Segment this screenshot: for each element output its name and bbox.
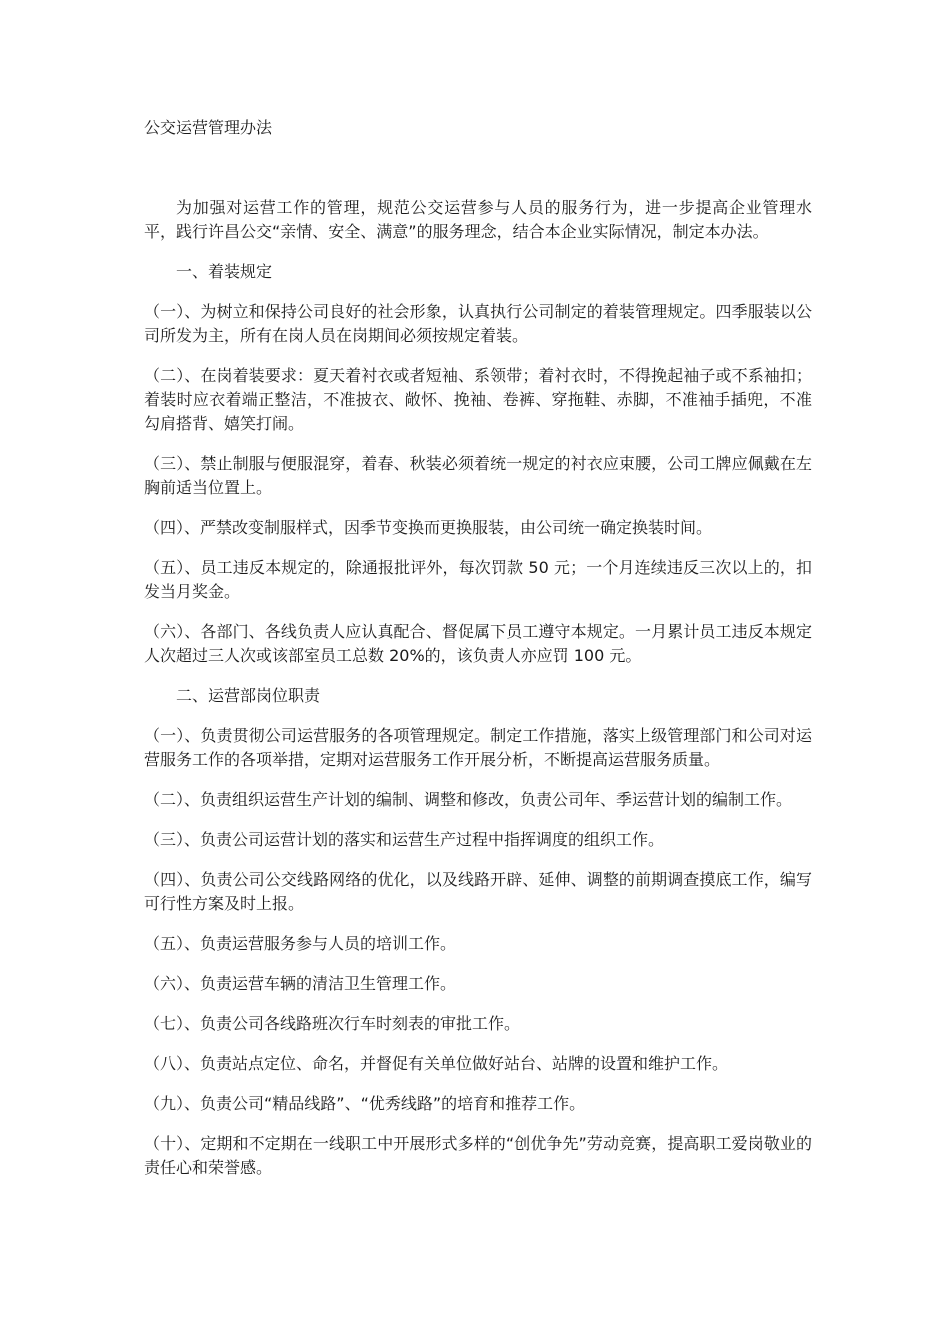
section-heading-dress-code: 一、着装规定 — [176, 262, 273, 281]
dress-code-item-1: （一）、为树立和保持公司良好的社会形象，认真执行公司制定的着装管理规定。四季服装以公司所发为主，所有在岗人员在岗期间必须按规定着装。 — [144, 302, 812, 345]
duty-item-1: （一）、负责贯彻公司运营服务的各项管理规定。制定工作措施，落实上级管理部门和公司对运营服务工作的各项举措，定期对运营服务工作开展分析，不断提高运营服务质量。 — [144, 726, 812, 769]
duty-item-9: （九）、负责公司“精品线路”、“优秀线路”的培育和推荐工作。 — [144, 1094, 586, 1113]
duty-item-8: （八）、负责站点定位、命名，并督促有关单位做好站台、站牌的设置和维护工作。 — [144, 1054, 729, 1073]
duty-item-3: （三）、负责公司运营计划的落实和运营生产过程中指挥调度的组织工作。 — [144, 830, 665, 849]
duty-item-5: （五）、负责运营服务参与人员的培训工作。 — [144, 934, 457, 953]
dress-code-item-3: （三）、禁止制服与便服混穿，着春、秋装必须着统一规定的衬衣应束腰，公司工牌应佩戴在左胸前适当位置上。 — [144, 454, 812, 497]
duty-item-7: （七）、负责公司各线路班次行车时刻表的审批工作。 — [144, 1014, 521, 1033]
document-title: 公交运营管理办法 — [144, 118, 273, 137]
duty-item-6: （六）、负责运营车辆的清洁卫生管理工作。 — [144, 974, 457, 993]
intro-paragraph: 为加强对运营工作的管理，规范公交运营参与人员的服务行为，进一步提高企业管理水平，践行许昌公交“亲情、安全、满意”的服务理念，结合本企业实际情况，制定本办法。 — [144, 198, 812, 241]
duty-item-4: （四）、负责公司公交线路网络的优化，以及线路开辟、延伸、调整的前期调查摸底工作，编写可行性方案及时上报。 — [144, 870, 812, 913]
document-body — [144, 196, 812, 1196]
duty-item-10: （十）、定期和不定期在一线职工中开展形式多样的“创优争先”劳动竞赛，提高职工爱岗敬业的责任心和荣誉感。 — [144, 1134, 812, 1177]
dress-code-item-2: （二）、在岗着装要求：夏天着衬衣或者短袖、系领带；着衬衣时，不得挽起袖子或不系袖扣；着装时应衣着端正整洁，不准披衣、敞怀、挽袖、卷裤、穿拖鞋、赤脚，不准袖手插兜，不准勾肩搭背、嬉笑打闹。 — [144, 366, 812, 433]
duty-item-2: （二）、负责组织运营生产计划的编制、调整和修改，负责公司年、季运营计划的编制工作。 — [144, 790, 793, 809]
dress-code-item-4: （四）、严禁改变制服样式，因季节变换而更换服装，由公司统一确定换装时间。 — [144, 518, 713, 537]
document-page — [144, 0, 812, 1344]
dress-code-item-6: （六）、各部门、各线负责人应认真配合、督促属下员工遵守本规定。一月累计员工违反本规定人次超过三人次或该部室员工总数 20%的，该负责人亦应罚 100 元。 — [144, 622, 812, 665]
section-heading-duties: 二、运营部岗位职责 — [176, 686, 321, 705]
dress-code-item-5: （五）、员工违反本规定的，除通报批评外，每次罚款 50 元；一个月连续违反三次以上的，扣发当月奖金。 — [144, 558, 812, 601]
